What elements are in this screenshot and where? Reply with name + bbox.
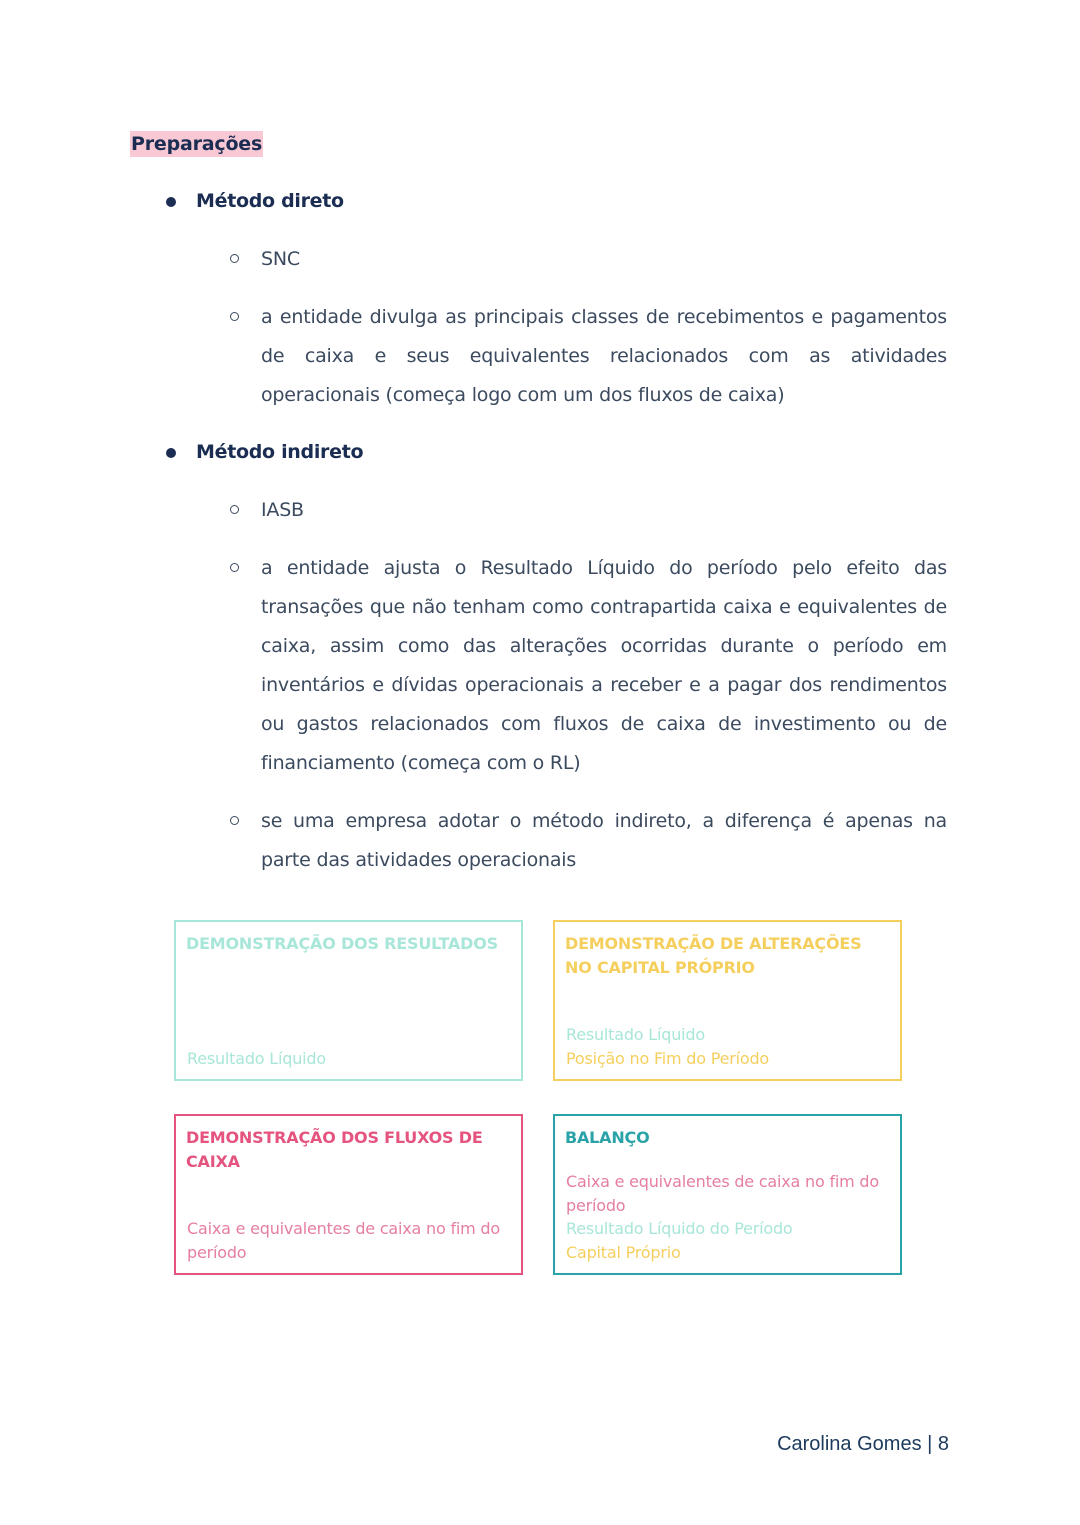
bullet-icon [166, 448, 176, 458]
box-line: Caixa e equivalentes de caixa no fim do período [566, 1172, 879, 1215]
statement-box-balanco [553, 1114, 902, 1275]
sub-list-item-text: se uma empresa adotar o método indireto, a diferença é apenas na parte das atividades operacionais [261, 810, 947, 871]
bullet-icon [166, 197, 176, 207]
section-heading: Preparações [131, 133, 263, 155]
list-item-label: Método indireto [196, 441, 364, 463]
box-lines [187, 1047, 511, 1071]
hollow-bullet-icon [230, 254, 239, 263]
sub-list-item-text: IASB [261, 499, 304, 521]
list-item-label: Método direto [196, 190, 344, 212]
box-line: Posição no Fim do Período [566, 1048, 770, 1068]
statement-box-capital-proprio [553, 920, 902, 1081]
box-lines [566, 1023, 890, 1070]
sub-list-item [228, 549, 948, 783]
sub-list-item-text: a entidade ajusta o Resultado Líquido do período pelo efeito das transações que não tenham como contrapartida caixa e equivalentes de caixa, assim como das alterações ocorridas durante o período em inventários e dívidas operacionais a receber e a pagar dos rendimentos ou gastos relacionados com fluxos de caixa de investimento ou de financiamento (começa com o RL) [261, 557, 947, 774]
sub-list-item [228, 298, 948, 415]
hollow-bullet-icon [230, 312, 239, 321]
sub-list-item-text: SNC [261, 248, 300, 270]
hollow-bullet-icon [230, 563, 239, 572]
box-title: DEMONSTRAÇÃO DE ALTERAÇÕES NO CAPITAL PRÓPRIO [565, 934, 862, 977]
page-footer: Carolina Gomes | 8 [777, 1433, 949, 1455]
hollow-bullet-icon [230, 816, 239, 825]
box-title: DEMONSTRAÇÃO DOS FLUXOS DE CAIXA [186, 1128, 483, 1171]
sub-list-item [228, 802, 948, 880]
box-line: Capital Próprio [566, 1242, 681, 1262]
box-lines [566, 1170, 890, 1264]
box-title: DEMONSTRAÇÃO DOS RESULTADOS [186, 934, 498, 953]
sub-list-item [228, 491, 948, 530]
box-line: Caixa e equivalentes de caixa no fim do período [187, 1219, 500, 1262]
box-line: Resultado Líquido [566, 1025, 705, 1044]
sub-list-item-text: a entidade divulga as principais classes de recebimentos e pagamentos de caixa e seus equivalentes relacionados com as atividades operacionais (começa logo com um dos fluxos de caixa) [261, 306, 947, 406]
box-line: Resultado Líquido [187, 1048, 326, 1068]
sub-list-item [228, 240, 948, 279]
statement-box-resultados [174, 920, 523, 1081]
box-lines [187, 1217, 511, 1264]
hollow-bullet-icon [230, 505, 239, 514]
statement-box-fluxos-caixa [174, 1114, 523, 1275]
box-line: Resultado Líquido do Período [566, 1219, 793, 1238]
box-title: BALANÇO [565, 1128, 650, 1147]
